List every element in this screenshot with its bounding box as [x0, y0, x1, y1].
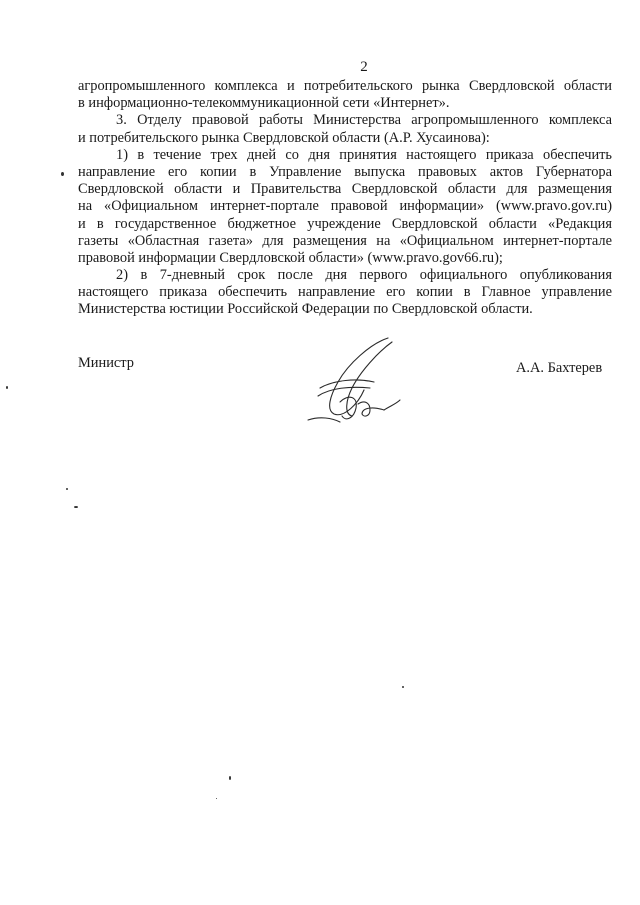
- text-line: газеты «Областная газета» для размещения на «Официальном интернет-портале: [78, 232, 612, 249]
- text-line: направление его копии в Управление выпуска правовых актов Губернатора: [78, 163, 612, 180]
- text-line: в информационно-телекоммуникационной сети «Интернет».: [78, 95, 450, 112]
- text-line: на «Официальном интернет-портале правовой информации» (www.pravo.gov.ru): [78, 198, 612, 215]
- text-line: и потребительского рынка Свердловской области (А.Р. Хусаинова):: [78, 129, 490, 146]
- text-line: 1) в течение трех дней со дня принятия настоящего приказа обеспечить: [116, 146, 612, 163]
- signatory-position: Министр: [78, 355, 134, 371]
- text-line: Министерства юстиции Российской Федерации по Свердловской области.: [78, 301, 533, 318]
- text-line: настоящего приказа обеспечить направление его копии в Главное управление: [78, 284, 612, 301]
- scan-speck: [229, 776, 231, 780]
- text-line: и в государственное бюджетное учреждение Свердловской области «Редакция: [78, 215, 612, 232]
- handwritten-signature: [300, 330, 410, 430]
- scan-speck: [216, 798, 217, 799]
- scan-speck: [402, 686, 404, 688]
- text-line: 3. Отделу правовой работы Министерства агропромышленного комплекса: [116, 112, 612, 129]
- scan-speck: [61, 172, 64, 176]
- text-line: Свердловской области и Правительства Свердловской области для размещения: [78, 181, 612, 198]
- text-line: правовой информации Свердловской области» (www.pravo.gov66.ru);: [78, 249, 503, 266]
- scan-speck: [74, 506, 78, 508]
- signatory-name: А.А. Бахтерев: [516, 360, 603, 376]
- text-line: агропромышленного комплекса и потребительского рынка Свердловской области: [78, 78, 612, 94]
- scan-speck: [6, 386, 8, 389]
- page-number: 2: [360, 59, 368, 75]
- text-line: 2) в 7-дневный срок после дня первого официального опубликования: [116, 267, 612, 284]
- scan-speck: [66, 488, 68, 490]
- order-text: [78, 78, 612, 319]
